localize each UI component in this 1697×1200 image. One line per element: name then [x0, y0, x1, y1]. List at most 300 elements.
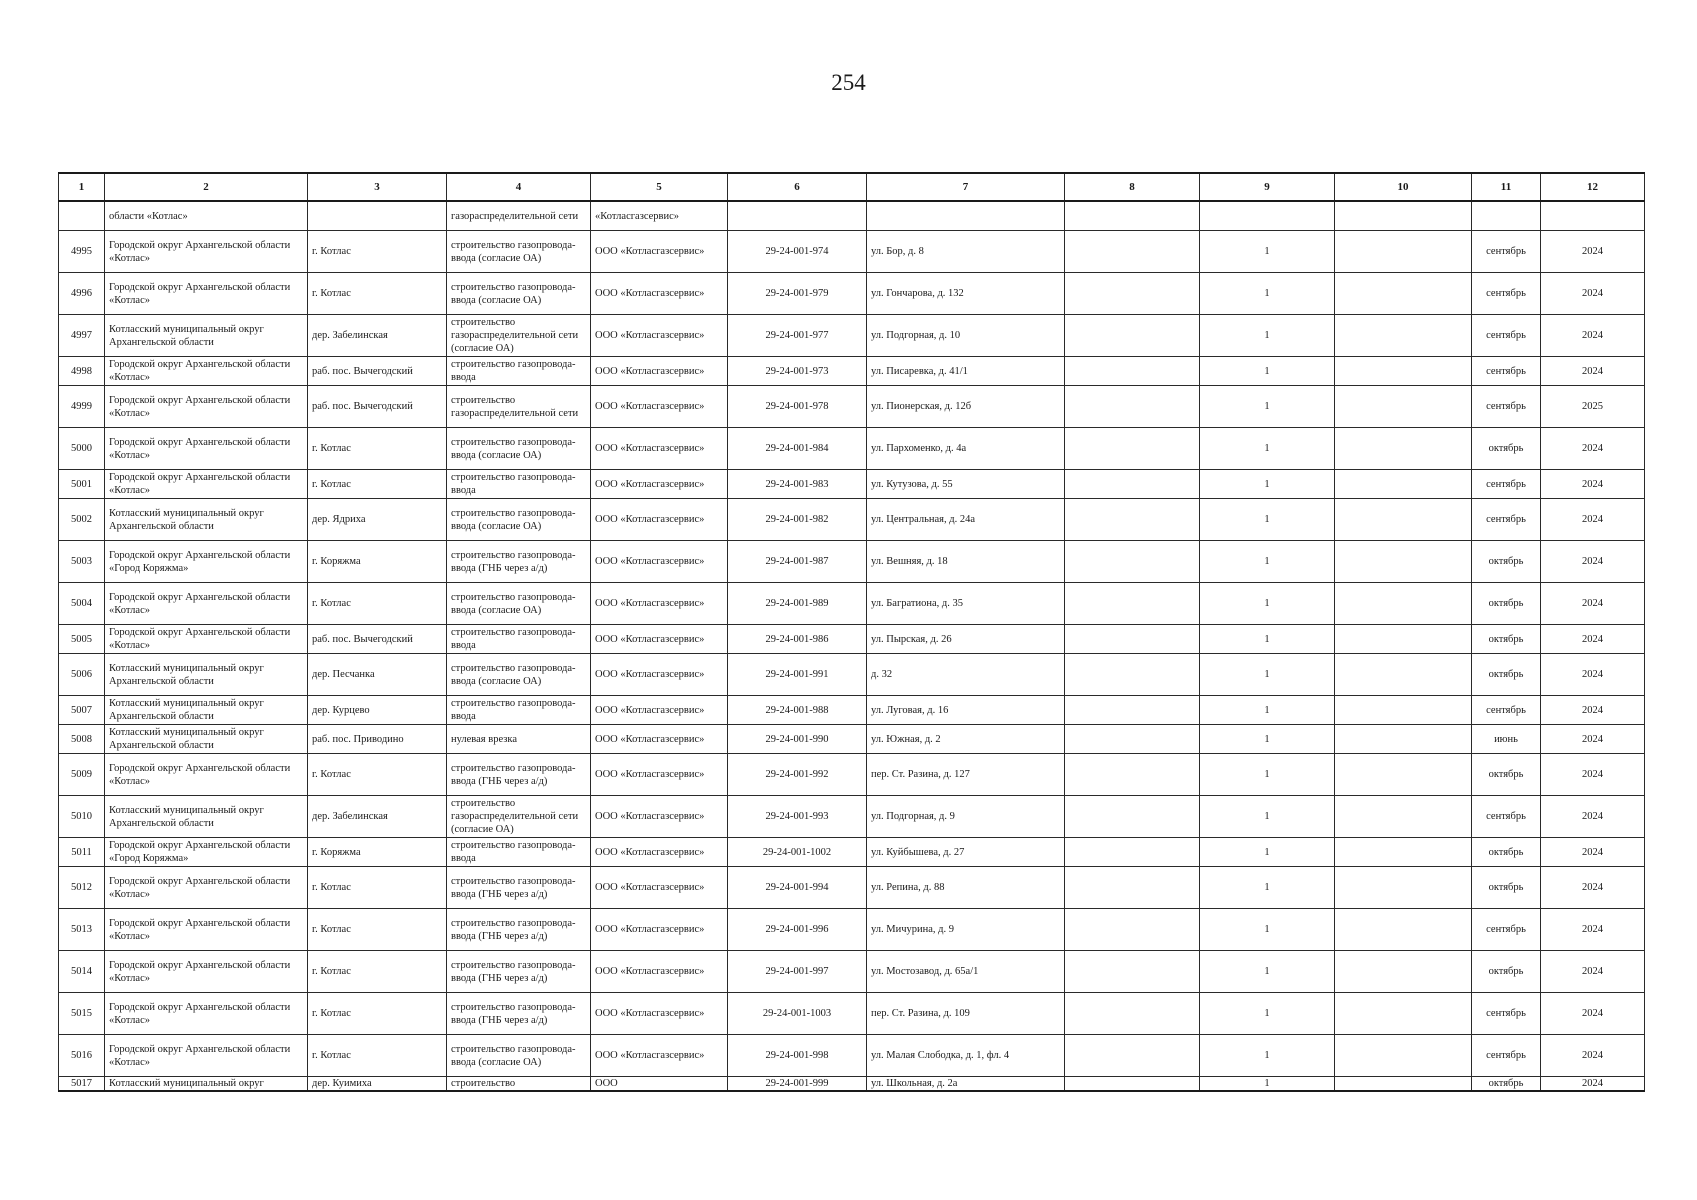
- cell-code: 29-24-001-998: [728, 1035, 867, 1077]
- cell-year: 2024: [1541, 1035, 1645, 1077]
- cell-col8: [1065, 386, 1200, 428]
- cell-org: ООО «Котласгазсервис»: [591, 951, 728, 993]
- cell-district: Котласский муниципальный округ Архангельской области: [105, 499, 308, 541]
- cell-month: октябрь: [1472, 838, 1541, 867]
- cell-settlement: г. Котлас: [308, 273, 447, 315]
- cell-year: 2024: [1541, 499, 1645, 541]
- cell-work: строительство газораспределительной сети: [447, 386, 591, 428]
- cell-work: строительство газопровода-ввода (ГНБ через а/д): [447, 909, 591, 951]
- cell-year: 2024: [1541, 993, 1645, 1035]
- cell-org: ООО «Котласгазсервис»: [591, 386, 728, 428]
- cell-org: ООО «Котласгазсервис»: [591, 625, 728, 654]
- cell-month: октябрь: [1472, 625, 1541, 654]
- cell-district: Городской округ Архангельской области «Котлас»: [105, 951, 308, 993]
- cell-work: строительство газопровода-ввода (согласие ОА): [447, 273, 591, 315]
- table-row: [59, 1035, 1645, 1077]
- cell-org: ООО «Котласгазсервис»: [591, 696, 728, 725]
- cell-work: строительство газопровода-ввода (ГНБ через а/д): [447, 541, 591, 583]
- cell-qty: 1: [1200, 796, 1335, 838]
- cell-address: ул. Куйбышева, д. 27: [867, 838, 1065, 867]
- cell-qty: 1: [1200, 231, 1335, 273]
- cell-district: Котласский муниципальный округ Архангельской области: [105, 725, 308, 754]
- cell-code: 29-24-001-977: [728, 315, 867, 357]
- table-row: [59, 499, 1645, 541]
- cell-settlement: дер. Забелинская: [308, 796, 447, 838]
- cell-district: Городской округ Архангельской области «Город Коряжма»: [105, 838, 308, 867]
- cell-code: 29-24-001-983: [728, 470, 867, 499]
- cell-month: сентябрь: [1472, 499, 1541, 541]
- cell-work: газораспределительной сети: [447, 201, 591, 231]
- cell-settlement: г. Котлас: [308, 951, 447, 993]
- cell-settlement: г. Коряжма: [308, 838, 447, 867]
- table-row: [59, 428, 1645, 470]
- cell-settlement: дер. Куимиха: [308, 1077, 447, 1092]
- cell-settlement: [308, 201, 447, 231]
- cell-num: 5009: [59, 754, 105, 796]
- cell-col8: [1065, 754, 1200, 796]
- cell-org: ООО «Котласгазсервис»: [591, 725, 728, 754]
- cell-col10: [1335, 1077, 1472, 1092]
- cell-org: ООО «Котласгазсервис»: [591, 541, 728, 583]
- cell-work: строительство газопровода-ввода: [447, 696, 591, 725]
- cell-org: ООО «Котласгазсервис»: [591, 909, 728, 951]
- cell-org: ООО «Котласгазсервис»: [591, 867, 728, 909]
- cell-col10: [1335, 754, 1472, 796]
- cell-org: ООО «Котласгазсервис»: [591, 1035, 728, 1077]
- cell-code: 29-24-001-989: [728, 583, 867, 625]
- cell-num: 5004: [59, 583, 105, 625]
- cell-year: 2025: [1541, 386, 1645, 428]
- cell-col8: [1065, 273, 1200, 315]
- column-header: 8: [1065, 173, 1200, 201]
- cell-col10: [1335, 231, 1472, 273]
- cell-month: сентябрь: [1472, 696, 1541, 725]
- cell-code: 29-24-001-996: [728, 909, 867, 951]
- cell-num: 5003: [59, 541, 105, 583]
- cell-district: Городской округ Архангельской области «Котлас»: [105, 273, 308, 315]
- cell-qty: [1200, 201, 1335, 231]
- cell-code: 29-24-001-997: [728, 951, 867, 993]
- cell-settlement: г. Котлас: [308, 867, 447, 909]
- cell-code: 29-24-001-978: [728, 386, 867, 428]
- cell-month: сентябрь: [1472, 993, 1541, 1035]
- cell-year: 2024: [1541, 625, 1645, 654]
- cell-settlement: дер. Ядриха: [308, 499, 447, 541]
- cell-month: сентябрь: [1472, 315, 1541, 357]
- cell-col10: [1335, 470, 1472, 499]
- cell-num: 5001: [59, 470, 105, 499]
- table-row: [59, 273, 1645, 315]
- cell-year: 2024: [1541, 357, 1645, 386]
- cell-col10: [1335, 796, 1472, 838]
- cell-qty: 1: [1200, 909, 1335, 951]
- page-number: 254: [831, 70, 866, 95]
- cell-col8: [1065, 909, 1200, 951]
- cell-district: Городской округ Архангельской области «Котлас»: [105, 754, 308, 796]
- cell-district: Котласский муниципальный округ Архангельской области: [105, 696, 308, 725]
- cell-work: строительство газопровода-ввода (ГНБ через а/д): [447, 867, 591, 909]
- cell-address: ул. Мостозавод, д. 65а/1: [867, 951, 1065, 993]
- cell-col8: [1065, 654, 1200, 696]
- cell-district: Городской округ Архангельской области «Котлас»: [105, 909, 308, 951]
- cell-code: 29-24-001-979: [728, 273, 867, 315]
- table-row: [59, 625, 1645, 654]
- cell-year: [1541, 201, 1645, 231]
- cell-year: 2024: [1541, 470, 1645, 499]
- cell-work: строительство газопровода-ввода (ГНБ через а/д): [447, 754, 591, 796]
- cell-year: 2024: [1541, 541, 1645, 583]
- cell-address: ул. Школьная, д. 2а: [867, 1077, 1065, 1092]
- cell-district: Котласский муниципальный округ Архангельской области: [105, 796, 308, 838]
- cell-qty: 1: [1200, 993, 1335, 1035]
- cell-month: октябрь: [1472, 428, 1541, 470]
- cell-code: 29-24-001-994: [728, 867, 867, 909]
- cell-num: 5016: [59, 1035, 105, 1077]
- cell-year: 2024: [1541, 867, 1645, 909]
- table-row: [59, 993, 1645, 1035]
- cell-district: Городской округ Архангельской области «Котлас»: [105, 625, 308, 654]
- column-header: 4: [447, 173, 591, 201]
- cell-month: октябрь: [1472, 541, 1541, 583]
- cell-month: октябрь: [1472, 867, 1541, 909]
- cell-num: 4999: [59, 386, 105, 428]
- cell-address: ул. Пырская, д. 26: [867, 625, 1065, 654]
- cell-qty: 1: [1200, 654, 1335, 696]
- cell-address: ул. Подгорная, д. 10: [867, 315, 1065, 357]
- table-row: [59, 541, 1645, 583]
- cell-code: 29-24-001-993: [728, 796, 867, 838]
- cell-settlement: г. Котлас: [308, 993, 447, 1035]
- cell-code: 29-24-001-973: [728, 357, 867, 386]
- cell-num: 5000: [59, 428, 105, 470]
- cell-num: [59, 201, 105, 231]
- cell-address: ул. Бор, д. 8: [867, 231, 1065, 273]
- cell-col8: [1065, 696, 1200, 725]
- cell-work: строительство газопровода-ввода (согласие ОА): [447, 583, 591, 625]
- cell-district: Городской округ Архангельской области «Котлас»: [105, 470, 308, 499]
- table-row: [59, 470, 1645, 499]
- cell-col10: [1335, 583, 1472, 625]
- cell-address: ул. Вешняя, д. 18: [867, 541, 1065, 583]
- cell-address: д. 32: [867, 654, 1065, 696]
- cell-address: пер. Ст. Разина, д. 109: [867, 993, 1065, 1035]
- cell-settlement: дер. Курцево: [308, 696, 447, 725]
- table-row: [59, 583, 1645, 625]
- cell-col8: [1065, 796, 1200, 838]
- cell-num: 5011: [59, 838, 105, 867]
- cell-settlement: раб. пос. Вычегодский: [308, 357, 447, 386]
- cell-year: 2024: [1541, 428, 1645, 470]
- cell-code: 29-24-001-982: [728, 499, 867, 541]
- cell-num: 5005: [59, 625, 105, 654]
- cell-month: октябрь: [1472, 654, 1541, 696]
- cell-num: 5007: [59, 696, 105, 725]
- cell-address: ул. Пархоменко, д. 4а: [867, 428, 1065, 470]
- cell-district: Городской округ Архангельской области «Котлас»: [105, 357, 308, 386]
- cell-num: 4996: [59, 273, 105, 315]
- cell-address: ул. Гончарова, д. 132: [867, 273, 1065, 315]
- cell-month: сентябрь: [1472, 796, 1541, 838]
- cell-district: Городской округ Архангельской области «Котлас»: [105, 583, 308, 625]
- cell-col10: [1335, 909, 1472, 951]
- cell-settlement: г. Коряжма: [308, 541, 447, 583]
- table-row: [59, 796, 1645, 838]
- cell-work: строительство газораспределительной сети (согласие ОА): [447, 796, 591, 838]
- cell-code: 29-24-001-986: [728, 625, 867, 654]
- cell-month: сентябрь: [1472, 470, 1541, 499]
- table-row: [59, 357, 1645, 386]
- cell-col8: [1065, 541, 1200, 583]
- cell-qty: 1: [1200, 838, 1335, 867]
- table-row: [59, 696, 1645, 725]
- cell-settlement: г. Котлас: [308, 1035, 447, 1077]
- table-row: [59, 315, 1645, 357]
- cell-work: строительство газопровода-ввода (согласие ОА): [447, 231, 591, 273]
- cell-col8: [1065, 1077, 1200, 1092]
- cell-col10: [1335, 725, 1472, 754]
- cell-code: 29-24-001-990: [728, 725, 867, 754]
- cell-month: июнь: [1472, 725, 1541, 754]
- cell-month: сентябрь: [1472, 909, 1541, 951]
- cell-year: 2024: [1541, 273, 1645, 315]
- cell-settlement: раб. пос. Приводино: [308, 725, 447, 754]
- cell-work: строительство газопровода-ввода: [447, 625, 591, 654]
- header-row: [59, 173, 1645, 201]
- cell-district: Городской округ Архангельской области «Город Коряжма»: [105, 541, 308, 583]
- cell-num: 5012: [59, 867, 105, 909]
- table-row: [59, 386, 1645, 428]
- cell-address: ул. Багратиона, д. 35: [867, 583, 1065, 625]
- cell-org: ООО «Котласгазсервис»: [591, 470, 728, 499]
- cell-num: 5017: [59, 1077, 105, 1092]
- cell-col10: [1335, 838, 1472, 867]
- cell-address: ул. Южная, д. 2: [867, 725, 1065, 754]
- cell-num: 5015: [59, 993, 105, 1035]
- cell-month: сентябрь: [1472, 1035, 1541, 1077]
- table-row: [59, 1077, 1645, 1092]
- cell-qty: 1: [1200, 583, 1335, 625]
- cell-settlement: г. Котлас: [308, 583, 447, 625]
- cell-col8: [1065, 315, 1200, 357]
- cell-col8: [1065, 993, 1200, 1035]
- cell-month: октябрь: [1472, 583, 1541, 625]
- cell-col8: [1065, 428, 1200, 470]
- cell-org: ООО «Котласгазсервис»: [591, 654, 728, 696]
- cell-year: 2024: [1541, 796, 1645, 838]
- cell-col10: [1335, 273, 1472, 315]
- cell-qty: 1: [1200, 499, 1335, 541]
- cell-num: 4998: [59, 357, 105, 386]
- cell-col8: [1065, 1035, 1200, 1077]
- cell-num: 5002: [59, 499, 105, 541]
- cell-work: строительство газопровода-ввода (согласие ОА): [447, 1035, 591, 1077]
- cell-address: ул. Луговая, д. 16: [867, 696, 1065, 725]
- column-header: 11: [1472, 173, 1541, 201]
- register-table: [58, 172, 1645, 1092]
- cell-col10: [1335, 428, 1472, 470]
- cell-num: 4997: [59, 315, 105, 357]
- cell-col10: [1335, 357, 1472, 386]
- cell-org: ООО «Котласгазсервис»: [591, 231, 728, 273]
- cell-year: 2024: [1541, 315, 1645, 357]
- cell-org: ООО «Котласгазсервис»: [591, 838, 728, 867]
- cell-col8: [1065, 357, 1200, 386]
- cell-org: ООО «Котласгазсервис»: [591, 273, 728, 315]
- cell-code: 29-24-001-992: [728, 754, 867, 796]
- cell-address: ул. Пионерская, д. 12б: [867, 386, 1065, 428]
- cell-col10: [1335, 625, 1472, 654]
- cell-work: строительство газопровода-ввода: [447, 838, 591, 867]
- column-header: 10: [1335, 173, 1472, 201]
- cell-col10: [1335, 541, 1472, 583]
- cell-year: 2024: [1541, 754, 1645, 796]
- cell-month: октябрь: [1472, 754, 1541, 796]
- cell-num: 4995: [59, 231, 105, 273]
- cell-month: сентябрь: [1472, 386, 1541, 428]
- cell-year: 2024: [1541, 725, 1645, 754]
- cell-work: строительство газопровода-ввода (согласие ОА): [447, 654, 591, 696]
- table-row: [59, 951, 1645, 993]
- table-row: [59, 838, 1645, 867]
- table-row: [59, 754, 1645, 796]
- cell-org: ООО «Котласгазсервис»: [591, 357, 728, 386]
- cell-col8: [1065, 951, 1200, 993]
- cell-address: ул. Малая Слободка, д. 1, фл. 4: [867, 1035, 1065, 1077]
- cell-col10: [1335, 315, 1472, 357]
- cell-year: 2024: [1541, 583, 1645, 625]
- cell-qty: 1: [1200, 470, 1335, 499]
- cell-org: ООО «Котласгазсервис»: [591, 583, 728, 625]
- cell-code: 29-24-001-1003: [728, 993, 867, 1035]
- table-row: [59, 867, 1645, 909]
- cell-work: строительство газопровода-ввода: [447, 470, 591, 499]
- cell-district: Котласский муниципальный округ: [105, 1077, 308, 1092]
- cell-org: ООО «Котласгазсервис»: [591, 499, 728, 541]
- cell-month: сентябрь: [1472, 357, 1541, 386]
- cell-qty: 1: [1200, 541, 1335, 583]
- cell-col8: [1065, 625, 1200, 654]
- cell-qty: 1: [1200, 867, 1335, 909]
- register-body: [59, 201, 1645, 1091]
- cell-address: ул. Репина, д. 88: [867, 867, 1065, 909]
- cell-code: 29-24-001-987: [728, 541, 867, 583]
- cell-code: 29-24-001-991: [728, 654, 867, 696]
- cell-org: ООО: [591, 1077, 728, 1092]
- cell-org: ООО «Котласгазсервис»: [591, 428, 728, 470]
- cell-qty: 1: [1200, 315, 1335, 357]
- cell-col10: [1335, 1035, 1472, 1077]
- cell-col8: [1065, 470, 1200, 499]
- table-row: [59, 725, 1645, 754]
- cell-col10: [1335, 951, 1472, 993]
- cell-col8: [1065, 583, 1200, 625]
- cell-col10: [1335, 654, 1472, 696]
- cell-address: пер. Ст. Разина, д. 127: [867, 754, 1065, 796]
- cell-qty: 1: [1200, 357, 1335, 386]
- cell-col10: [1335, 386, 1472, 428]
- cell-num: 5008: [59, 725, 105, 754]
- cell-work: нулевая врезка: [447, 725, 591, 754]
- cell-qty: 1: [1200, 754, 1335, 796]
- cell-org: ООО «Котласгазсервис»: [591, 993, 728, 1035]
- cell-col8: [1065, 201, 1200, 231]
- cell-settlement: дер. Забелинская: [308, 315, 447, 357]
- cell-settlement: раб. пос. Вычегодский: [308, 386, 447, 428]
- cell-col10: [1335, 867, 1472, 909]
- cell-org: ООО «Котласгазсервис»: [591, 754, 728, 796]
- cell-col10: [1335, 499, 1472, 541]
- column-header: 5: [591, 173, 728, 201]
- cell-code: 29-24-001-1002: [728, 838, 867, 867]
- cell-settlement: дер. Песчанка: [308, 654, 447, 696]
- cell-qty: 1: [1200, 428, 1335, 470]
- cell-settlement: г. Котлас: [308, 231, 447, 273]
- cell-work: строительство газораспределительной сети (согласие ОА): [447, 315, 591, 357]
- continuation-row: [59, 201, 1645, 231]
- cell-work: строительство газопровода-ввода (ГНБ через а/д): [447, 951, 591, 993]
- cell-col8: [1065, 725, 1200, 754]
- cell-col10: [1335, 201, 1472, 231]
- cell-district: Котласский муниципальный округ Архангельской области: [105, 315, 308, 357]
- table-row: [59, 654, 1645, 696]
- cell-month: сентябрь: [1472, 231, 1541, 273]
- cell-address: [867, 201, 1065, 231]
- cell-month: [1472, 201, 1541, 231]
- cell-num: 5013: [59, 909, 105, 951]
- cell-num: 5006: [59, 654, 105, 696]
- cell-district: Городской округ Архангельской области «Котлас»: [105, 386, 308, 428]
- cell-qty: 1: [1200, 273, 1335, 315]
- cell-settlement: г. Котлас: [308, 470, 447, 499]
- cell-code: 29-24-001-999: [728, 1077, 867, 1092]
- cell-address: ул. Центральная, д. 24а: [867, 499, 1065, 541]
- cell-month: октябрь: [1472, 1077, 1541, 1092]
- cell-qty: 1: [1200, 696, 1335, 725]
- cell-num: 5014: [59, 951, 105, 993]
- cell-work: строительство газопровода-ввода (согласие ОА): [447, 499, 591, 541]
- column-header: 9: [1200, 173, 1335, 201]
- column-header: 1: [59, 173, 105, 201]
- cell-qty: 1: [1200, 1035, 1335, 1077]
- cell-col8: [1065, 867, 1200, 909]
- cell-settlement: г. Котлас: [308, 754, 447, 796]
- cell-district: области «Котлас»: [105, 201, 308, 231]
- cell-col10: [1335, 696, 1472, 725]
- cell-org: «Котласгазсервис»: [591, 201, 728, 231]
- cell-year: 2024: [1541, 654, 1645, 696]
- cell-qty: 1: [1200, 725, 1335, 754]
- table-row: [59, 909, 1645, 951]
- cell-code: 29-24-001-974: [728, 231, 867, 273]
- cell-district: Городской округ Архангельской области «Котлас»: [105, 231, 308, 273]
- cell-year: 2024: [1541, 696, 1645, 725]
- cell-district: Городской округ Архангельской области «Котлас»: [105, 993, 308, 1035]
- cell-year: 2024: [1541, 1077, 1645, 1092]
- cell-district: Городской округ Архангельской области «Котлас»: [105, 428, 308, 470]
- cell-address: ул. Подгорная, д. 9: [867, 796, 1065, 838]
- cell-settlement: г. Котлас: [308, 428, 447, 470]
- cell-work: строительство газопровода-ввода (согласие ОА): [447, 428, 591, 470]
- column-header: 6: [728, 173, 867, 201]
- cell-address: ул. Писаревка, д. 41/1: [867, 357, 1065, 386]
- cell-qty: 1: [1200, 386, 1335, 428]
- cell-settlement: раб. пос. Вычегодский: [308, 625, 447, 654]
- cell-code: [728, 201, 867, 231]
- cell-year: 2024: [1541, 909, 1645, 951]
- cell-qty: 1: [1200, 1077, 1335, 1092]
- column-header: 12: [1541, 173, 1645, 201]
- cell-work: строительство газопровода-ввода (ГНБ через а/д): [447, 993, 591, 1035]
